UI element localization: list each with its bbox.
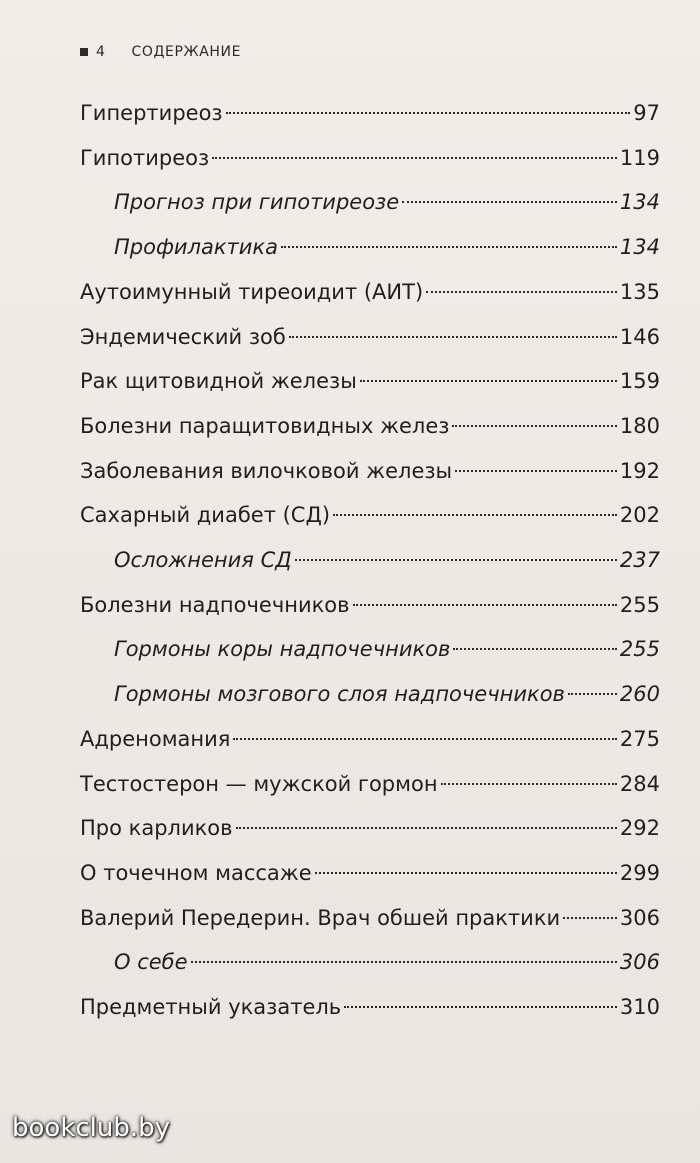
dot-leader [441,783,617,785]
page-header [80,44,241,60]
dot-leader [226,112,631,114]
dot-leader [453,648,617,650]
toc-entry-title: Гормоны коры надпочечников [114,637,451,662]
toc-entry-title: Болезни надпочечников [80,592,350,617]
dot-leader [281,246,617,248]
dot-leader [289,336,617,338]
toc-entry-page: 134 [619,190,660,215]
toc-entry-page: 146 [619,324,660,349]
dot-leader [452,425,616,427]
toc-entry-title: О себе [114,950,188,975]
toc-entry-page: 119 [619,145,660,170]
dot-leader [344,1006,617,1008]
toc-entry-title: Заболевания вилочковой железы [80,458,453,483]
toc-entry-title: Валерий Передерин. Врач обшей практики [80,905,561,930]
toc-entry-page: 292 [619,816,660,841]
toc-entry [80,409,660,443]
toc-entry [80,588,660,622]
toc-entry-page: 255 [619,592,660,617]
dot-leader [191,961,617,963]
dot-leader [568,693,617,695]
toc-entry-page: 97 [633,101,660,125]
section-title: СОДЕРЖАНИЕ [131,44,242,60]
toc-entry-page: 180 [619,413,660,438]
toc-entry [80,856,660,890]
toc-entry-page: 159 [619,369,660,394]
toc-entry [114,945,660,979]
toc-entry-title: Гормоны мозгового слоя надпочечников [114,682,565,707]
toc-entry [80,767,660,801]
toc-entry-page: 284 [619,771,660,796]
toc-entry-title: Болезни паращитовидных желез [80,413,450,438]
toc-entry [80,990,660,1024]
toc-entry-title: Адреномания [80,726,231,751]
toc-entry [80,364,660,398]
toc-entry-title: Сахарный диабет (СД) [80,503,331,528]
toc-entry-page: 299 [619,860,660,885]
toc-entry-page: 134 [619,235,660,260]
page-number: 4 [96,44,106,60]
toc-entry-page: 237 [619,548,660,572]
dot-leader [353,604,617,606]
toc-entry [114,677,660,711]
toc-entry-title: О точечном массаже [80,860,312,885]
toc-entry-title: Предметный указатель [80,995,342,1019]
toc-entry-title: Рак щитовидной железы [80,369,357,394]
toc-entry-title: Профилактика [114,235,278,260]
toc-entry-title: Аутоимунный тиреоидит (АИТ) [80,279,424,304]
toc-entry-page: 202 [619,503,660,528]
dot-leader [295,559,617,561]
toc-entry [80,320,660,354]
dot-leader [333,514,617,516]
toc-entry-page: 310 [619,995,660,1019]
toc-entry [80,722,660,756]
toc-entry [114,543,660,577]
toc-entry [80,498,660,532]
toc-entry-title: Про карликов [80,816,233,841]
toc-entry-title: Прогноз при гипотиреозе [114,190,400,215]
toc-entry [80,454,660,488]
dot-leader [360,380,617,382]
square-marker-icon [80,48,88,56]
toc-entry-page: 306 [619,905,660,930]
toc-entry [80,141,660,175]
toc-entry-page: 306 [619,950,660,975]
dot-leader [233,738,616,740]
toc-entry [114,230,660,264]
dot-leader [236,827,617,829]
toc-entry-title: Эндемический зоб [80,324,286,349]
toc-entry-title: Гипертиреоз [80,101,223,125]
toc-entry [80,811,660,845]
toc-entry-page: 192 [619,458,660,483]
toc-entry [80,275,660,309]
dot-leader [455,470,617,472]
dot-leader [212,157,617,159]
toc-entry-title: Тестостерон — мужской гормон [80,771,438,796]
watermark: bookclub.by [12,1113,171,1143]
dot-leader [563,917,617,919]
toc-entry [80,96,660,130]
toc-entry-page: 275 [619,726,660,751]
dot-leader [426,291,617,293]
toc-entry [114,185,660,219]
toc-entry-page: 255 [619,637,660,662]
dot-leader [315,872,617,874]
toc-entry-page: 135 [619,279,660,304]
toc-entry-title: Гипотиреоз [80,145,210,170]
toc-entry-title: Осложнения СД [114,548,292,572]
toc-entry [80,901,660,935]
toc-entry [114,632,660,666]
toc-entry-page: 260 [619,682,660,707]
dot-leader [402,201,617,203]
